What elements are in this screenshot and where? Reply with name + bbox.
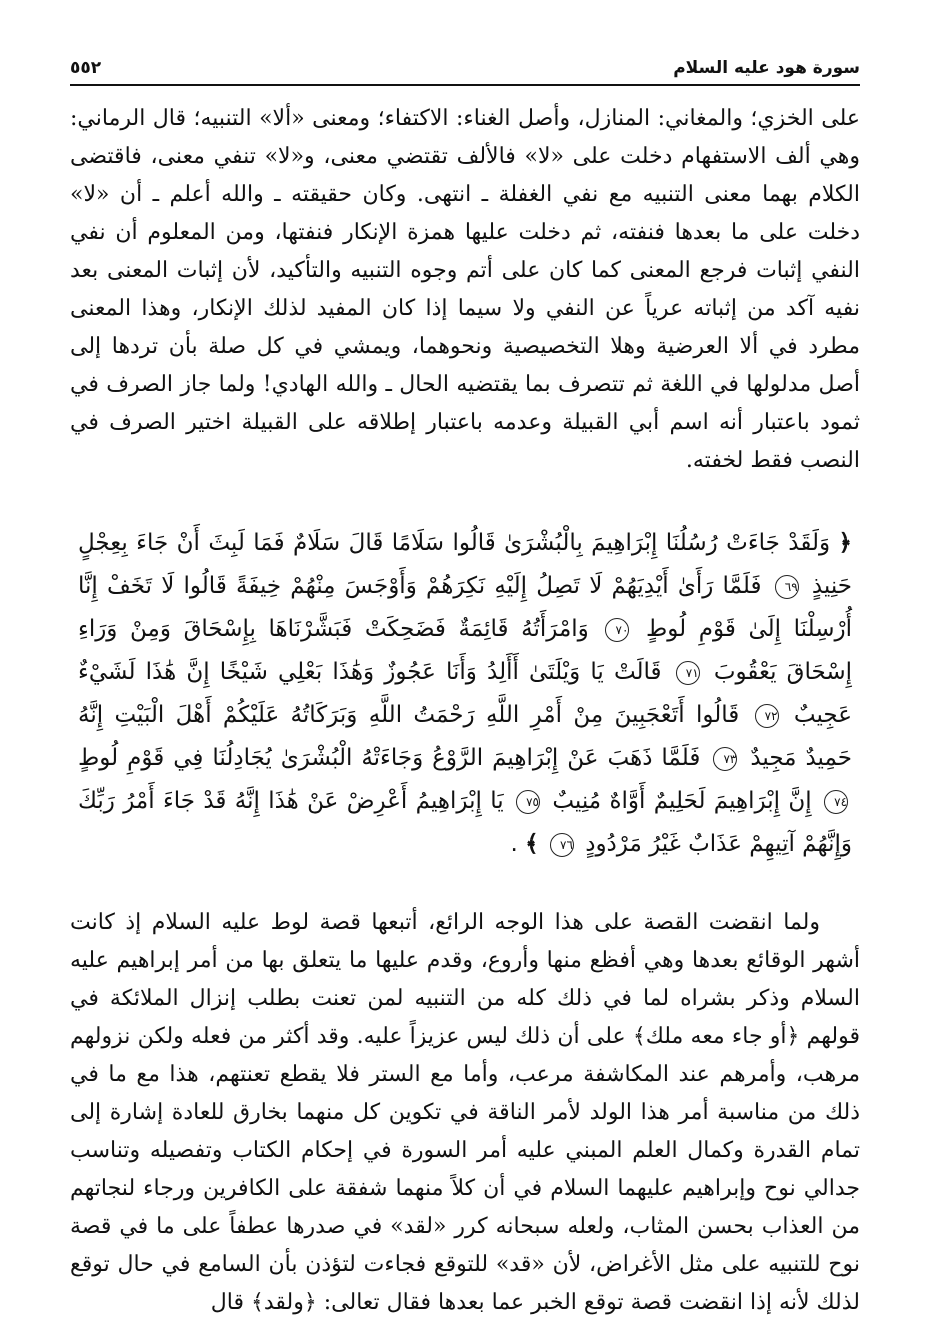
verse-open-bracket: ﴿: [838, 530, 852, 556]
verse-74-text: فَلَمَّا ذَهَبَ عَنْ إِبْرَاهِيمَ الرَّوْعُ وَجَاءَتْهُ الْبُشْرَىٰ يُجَادِلُنَا فِي قَوْمِ لُوطٍ: [78, 745, 701, 771]
verse-75-text: إِنَّ إِبْرَاهِيمَ لَحَلِيمٌ أَوَّاهٌ مُنِيبٌ: [552, 788, 812, 814]
verse-72-text: قَالَتْ يَا وَيْلَتَىٰ أَأَلِدُ وَأَنَا عَجُوزٌ وَهَٰذَا بَعْلِي شَيْخًا إِنَّ هَٰذَا لَشَيْءٌ عَجِيبٌ: [78, 659, 852, 728]
page-number: ٥٥٢: [70, 58, 102, 78]
verse-69-text: وَلَقَدْ جَاءَتْ رُسُلُنَا إِبْرَاهِيمَ بِالْبُشْرَىٰ قَالُوا سَلَامًا قَالَ سَلَامٌ فَمَا لَبِثَ أَنْ جَاءَ بِعِجْلٍ حَنِيذٍ: [78, 530, 852, 599]
surah-title: سورة هود عليه السلام: [673, 58, 860, 78]
verse-76-text: يَا إِبْرَاهِيمُ أَعْرِضْ عَنْ هَٰذَا إِنَّهُ قَدْ جَاءَ أَمْرُ رَبِّكَ وَإِنَّهُمْ آتِيهِمْ عَذَابٌ غَيْرُ مَرْدُودٍ: [78, 788, 852, 857]
running-header: [70, 40, 860, 84]
verse-trailing-punct: .: [510, 831, 518, 857]
ayah-marker-76: ٧٦: [550, 833, 574, 857]
ayah-marker-75: ٧٥: [516, 790, 540, 814]
book-page: [70, 40, 861, 1315]
quran-verses-block: [78, 522, 852, 866]
verse-close-bracket: ﴾: [525, 831, 539, 857]
ayah-marker-71: ٧١: [676, 661, 700, 685]
commentary-paragraph-bottom: ولما انقضت القصة على هذا الوجه الرائع، أتبعها قصة لوط عليه السلام إذ كانت أشهر الوقائع بعدها وهي أفظع منها وأروع، وقدم عليها ما يتعلق بها من أمر إبراهيم عليه السلام وذكر بشراه لما في ذلك كله من التنبيه لمن تعنت بطلب إنزال الملائكة في قولهم ﴿أو جاء معه ملك﴾ على أن ذلك ليس عزيزاً عليه. وقد أكثر من فعله ولكن نزولهم مرهب، وأمرهم عند المكاشفة مرعب، وأما مع الستر فلا يقطع تعنتهم، هذا مع ما في ذلك من مناسبة أمر هذا الولد لأمر الناقة في تكوين كل منهما بخارق للعادة إشارة إلى تمام القدرة وكمال العلم المبني عليه أمر السورة في إحكام الكتاب وتفصيله وتناسب جدالي نوح وإبراهيم عليهما السلام في أن كلاً منهما شفقة على الكافرين ورجاء لنجاتهم من العذاب بحسن المثاب، ولعله سبحانه كرر «لقد» في صدرها عطفاً على ما في قصة نوح للتنبيه على مثل الأغراض، لأن «قد» للتوقع فجاءت لتؤذن بأن السامع في حال توقع لذلك لأنه إذا انقضت قصة توقع الخبر عما بعدها فقال تعالى: ﴿ولقد﴾ قال: [70, 910, 861, 1315]
ayah-marker-73: ٧٣: [713, 747, 737, 771]
verse-70-text: فَلَمَّا رَأَىٰ أَيْدِيَهُمْ لَا تَصِلُ إِلَيْهِ نَكِرَهُمْ وَأَوْجَسَ مِنْهُمْ خِيفَةً قَالُوا لَا تَخَفْ إِنَّا أُرْسِلْنَا إِلَىٰ قَوْمِ لُوطٍ: [78, 573, 853, 642]
ayah-marker-69: ٦٩: [775, 575, 799, 599]
ayah-marker-74: ٧٤: [824, 790, 848, 814]
commentary-paragraph-top: على الخزي؛ والمغاني: المنازل، وأصل الغناء: الاكتفاء؛ ومعنى «ألا» التنبيه؛ قال الرماني: وهي ألف الاستفهام دخلت على «لا» فالألف تقتضي معنى، و«لا» تنفي معنى، فاقتضى الكلام بهما معنى التنبيه مع نفي الغفلة ـ انتهى. وكان حقيقته ـ والله أعلم ـ أن «لا» دخلت على ما بعدها فنفته، ثم دخلت عليها همزة الإنكار فنفتها، ومن المعلوم أن نفي النفي إثبات فرجع المعنى كما كان على أتم وجوه التنبيه والتأكيد، لأن إثبات المعنى بعد نفيه آكد من إثباته عرياً عن النفي ولا سيما إذا كان المفيد لذلك الإنكار، وهذا المعنى مطرد في ألا العرضية وهلا التخصيصية ونحوهما، ويمشي في كل صلة بأن تردها إلى أصل مدلولها في اللغة ثم تتصرف بما يقتضيه الحال ـ والله الهادي! ولما جاز الصرف في ثمود باعتبار أنه اسم أبي القبيلة وعدمه باعتبار إطلاقه على القبيلة اختير الصرف في النصب فقط لخفته.: [70, 106, 860, 473]
header-divider: [70, 84, 860, 86]
ayah-marker-72: ٧٢: [755, 704, 779, 728]
verse-71-text: وَامْرَأَتُهُ قَائِمَةٌ فَضَحِكَتْ فَبَشَّرْنَاهَا بِإِسْحَاقَ وَمِنْ وَرَاءِ إِسْحَاقَ يَعْقُوبَ: [78, 616, 852, 685]
verse-73-text: قَالُوا أَتَعْجَبِينَ مِنْ أَمْرِ اللَّهِ رَحْمَتُ اللَّهِ وَبَرَكَاتُهُ عَلَيْكُمْ أَهْلَ الْبَيْتِ إِنَّهُ حَمِيدٌ مَجِيدٌ: [78, 702, 852, 771]
ayah-marker-70: ٧٠: [605, 618, 629, 642]
